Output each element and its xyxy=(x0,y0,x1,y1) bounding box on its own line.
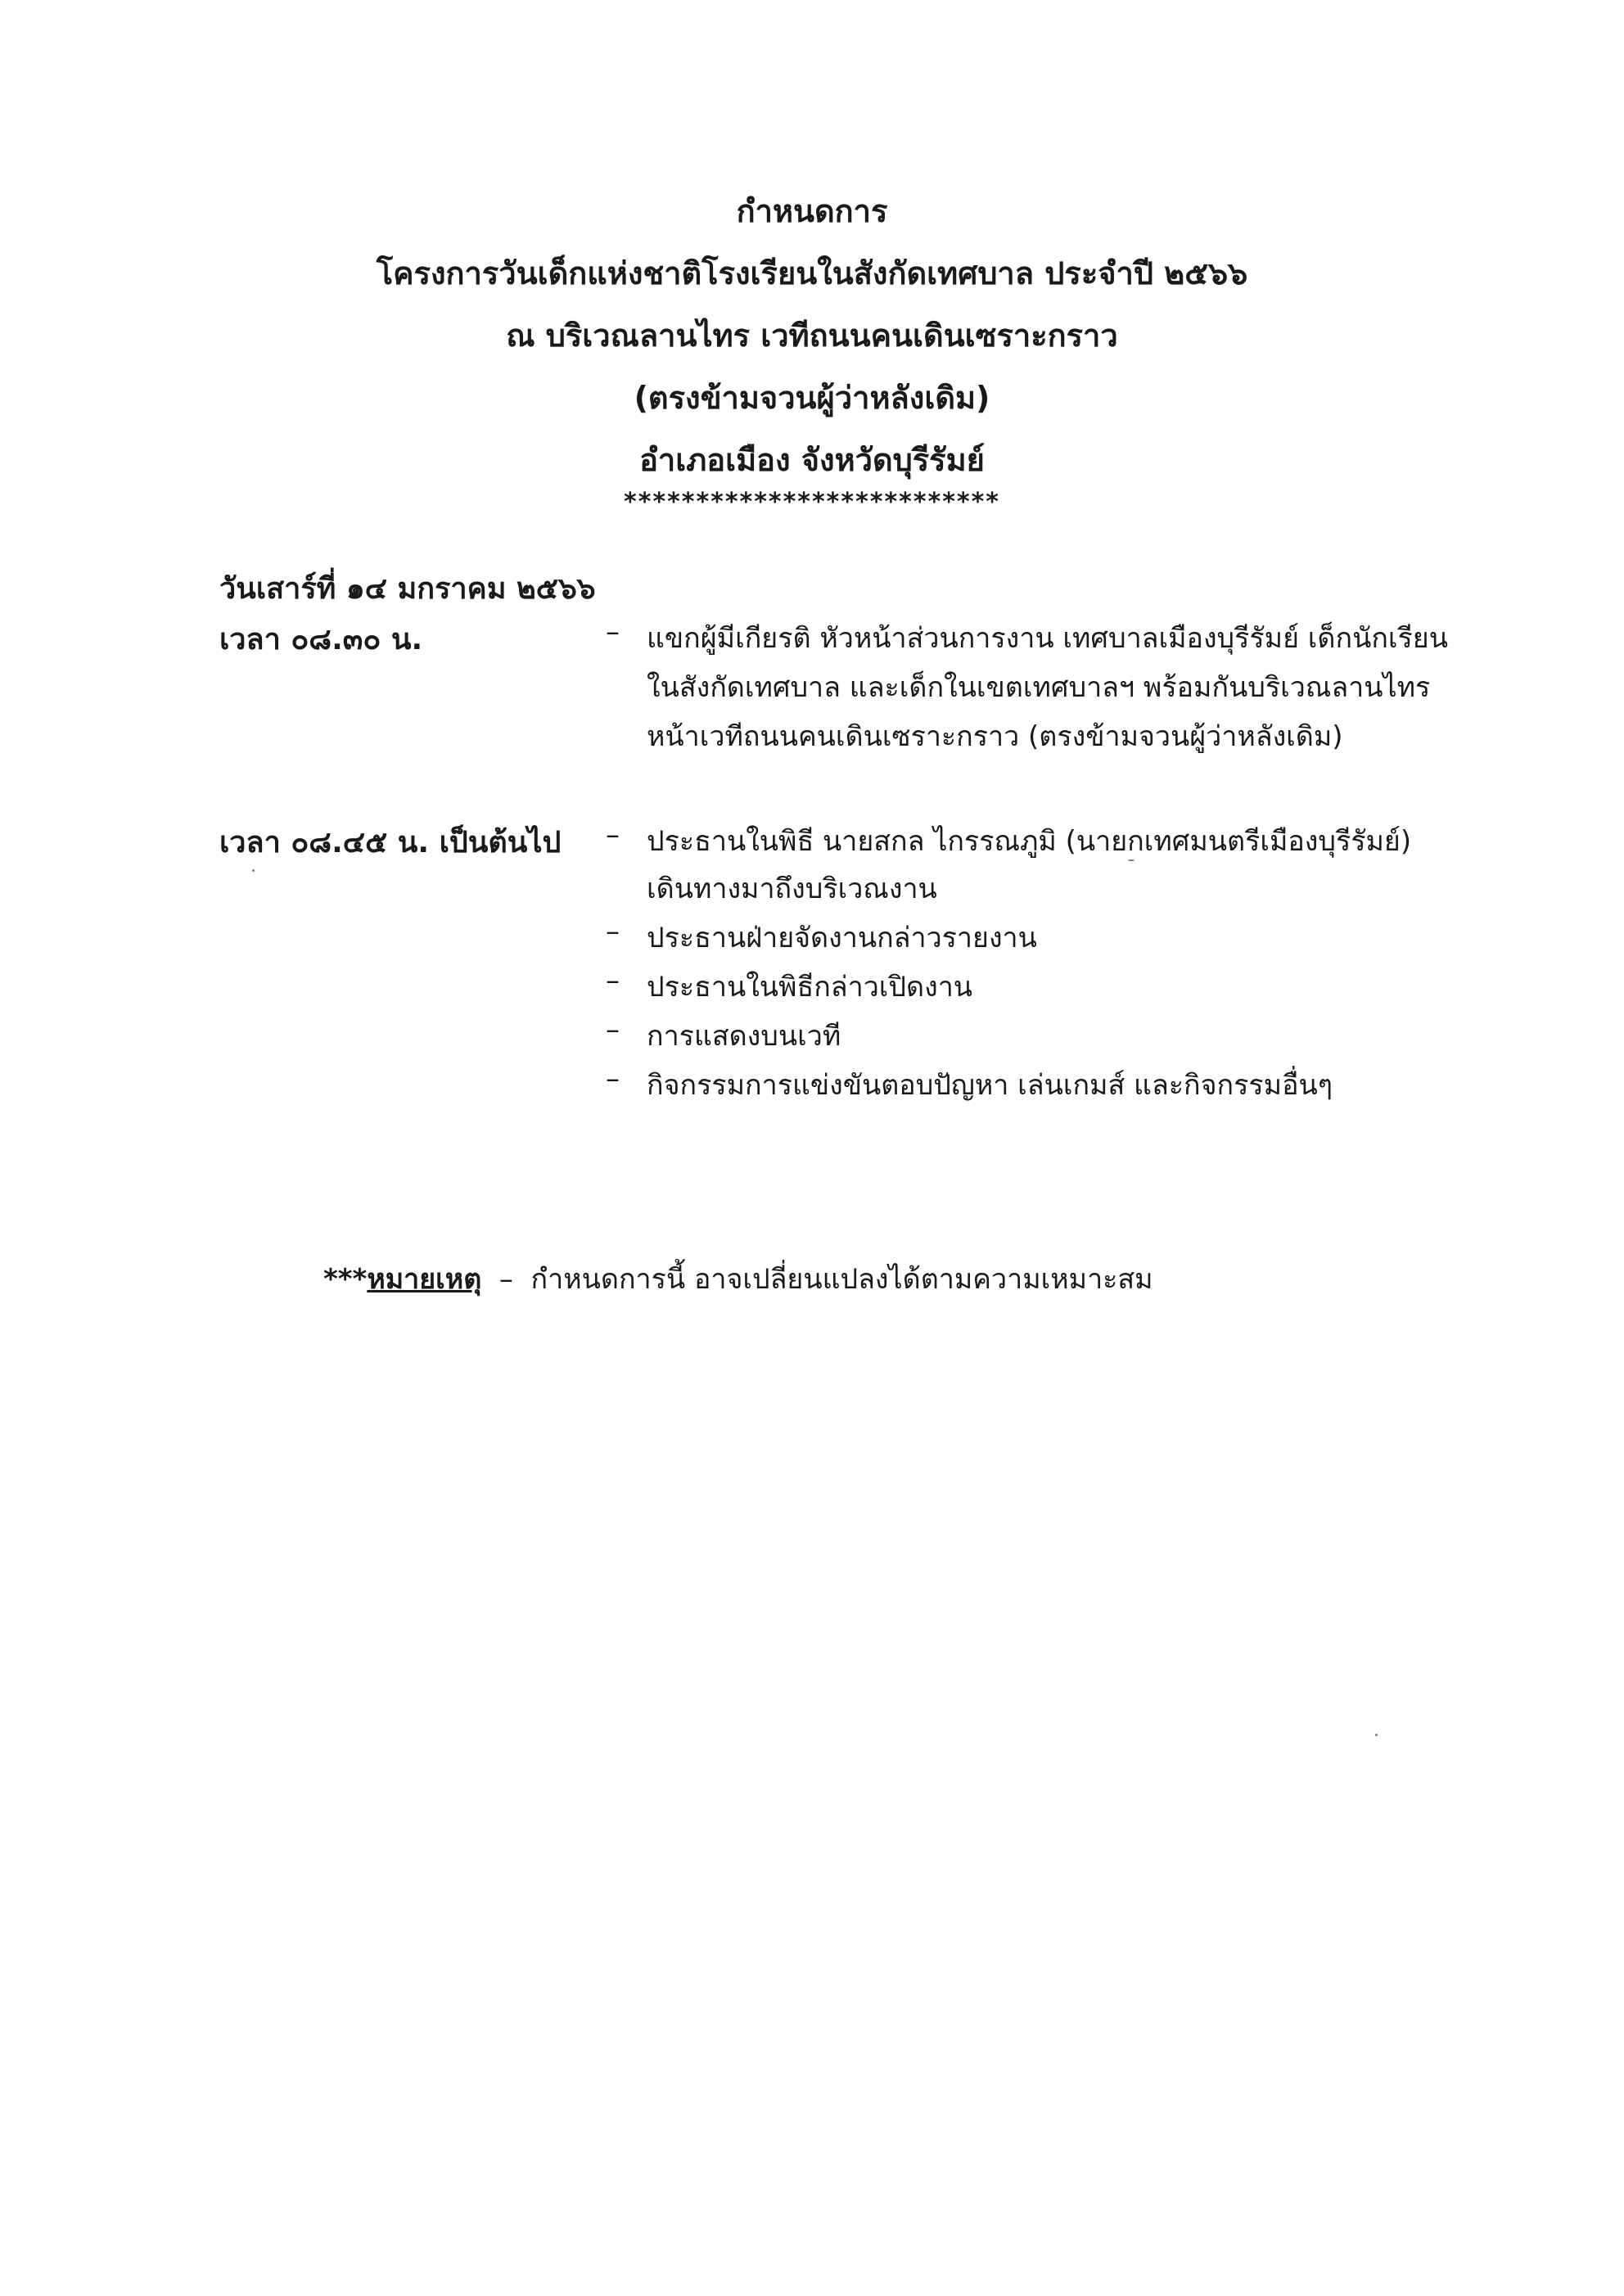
footnote xyxy=(323,1256,1153,1301)
footnote-stars: *** xyxy=(323,1263,368,1296)
header-venue-detail: (ตรงข้ามจวนผู้ว่าหลังเดิม) xyxy=(634,380,990,416)
schedule-date: วันเสาร์ที่ ๑๔ มกราคม ๒๕๖๖ xyxy=(219,572,596,606)
slot-2-time: เวลา ๐๘.๔๕ น. เป็นต้นไป xyxy=(219,826,562,859)
footnote-label: หมายเหตุ xyxy=(367,1263,482,1296)
document-header xyxy=(0,180,1624,519)
header-district: อำเภอเมือง จังหวัดบุรีรัมย์ xyxy=(639,442,985,478)
slot-1-dash: – xyxy=(606,616,620,648)
header-separator: ************************** xyxy=(624,488,1000,516)
scan-speck xyxy=(1375,1734,1378,1736)
slot-2-item-3-dash: – xyxy=(606,964,620,997)
slot-2-item-1-dash: – xyxy=(606,819,620,851)
slot-1-line-2: ในสังกัดเทศบาล และเด็กในเขตเทศบาลฯ พร้อมกันบริเวณลานไทร xyxy=(647,671,1431,704)
header-title: กำหนดการ xyxy=(736,193,888,229)
slot-1-line-3: หน้าเวทีถนนคนเดินเซราะกราว (ตรงข้ามจวนผู้ว่าหลังเดิม) xyxy=(647,720,1343,753)
scan-speck xyxy=(252,869,255,872)
slot-2-item-3-text: ประธานในพิธีกล่าวเปิดงาน xyxy=(647,971,973,1004)
footnote-dash: – xyxy=(498,1263,513,1296)
slot-2-item-2-dash: – xyxy=(606,915,620,948)
scan-speck xyxy=(1128,859,1135,861)
slot-2-item-4-text: การแสดงบนเวที xyxy=(647,1020,841,1053)
header-project-name: โครงการวันเด็กแห่งชาติโรงเรียนในสังกัดเทศบาล ประจำปี ๒๕๖๖ xyxy=(376,255,1248,291)
header-venue: ณ บริเวณลานไทร เวทีถนนคนเดินเซราะกราว xyxy=(506,318,1118,354)
slot-2-item-1-line-2: เดินทางมาถึงบริเวณงาน xyxy=(647,873,937,905)
slot-2-item-5-text: กิจกรรมการแข่งขันตอบปัญหา เล่นเกมส์ และกิจกรรมอื่นๆ xyxy=(647,1069,1333,1102)
slot-2-item-4-dash: – xyxy=(606,1013,620,1046)
footnote-text: กำหนดการนี้ อาจเปลี่ยนแปลงได้ตามความเหมาะสม xyxy=(530,1263,1153,1296)
slot-2-item-1-line-1: ประธานในพิธี นายสกล ไกรรณภูมิ (นายกเทศมนตรีเมืองบุรีรัมย์) xyxy=(647,825,1412,858)
slot-2-item-5-dash: – xyxy=(606,1062,620,1095)
slot-2-item-2-text: ประธานฝ่ายจัดงานกล่าวรายงาน xyxy=(647,922,1037,954)
slot-1-time: เวลา ๐๘.๓๐ น. xyxy=(219,623,423,656)
slot-1-line-1: แขกผู้มีเกียรติ หัวหน้าส่วนการงาน เทศบาลเมืองบุรีรัมย์ เด็กนักเรียน xyxy=(647,622,1448,655)
